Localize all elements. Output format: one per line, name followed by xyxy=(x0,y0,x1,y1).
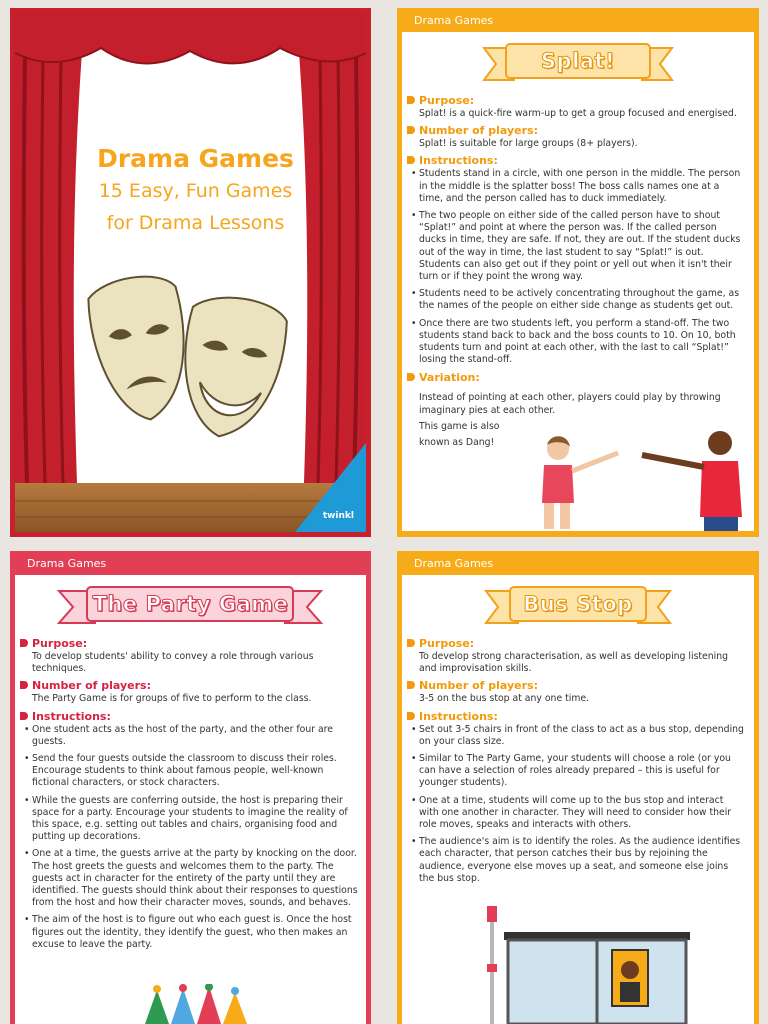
players-heading: Number of players: xyxy=(419,679,746,692)
cover-subtitle-line1: 15 Easy, Fun Games xyxy=(98,180,293,202)
instruction-item: • Once there are two students left, you perform a stand-off. The two students stand back to back and the boss counts to 10. On 10, both students turn and point at each other, with the last to call “Splat!” losing the stand-off. xyxy=(409,318,746,367)
title-banner xyxy=(402,40,754,86)
instructions-heading: Instructions: xyxy=(419,154,746,167)
cover-title-block xyxy=(65,143,326,239)
instruction-item: • One at a time, students will come up to the bus stop and interact with one another in character. They will need to consider how their role moves, speaks and interacts with others. xyxy=(409,795,746,832)
instructions-section xyxy=(409,154,746,366)
players-heading: Number of players: xyxy=(419,124,746,137)
purpose-heading: Purpose: xyxy=(419,637,746,650)
aka-line2: known as Dang! xyxy=(419,437,495,449)
instruction-item: • Set out 3-5 chairs in front of the class to act as a bus stop, depending on your class size. xyxy=(409,724,746,748)
happy-mask xyxy=(170,290,291,445)
card-body xyxy=(402,32,754,531)
purpose-section xyxy=(22,637,358,675)
instruction-item: • The audience's aim is to identify the roles. As the audience identifies each character, that person catches their bus by rejoining the audience, everyone else moves up a seat, and someone else joins the bus stop. xyxy=(409,836,746,885)
players-heading: Number of players: xyxy=(32,679,358,692)
players-section xyxy=(22,679,358,705)
instructions-heading: Instructions: xyxy=(32,710,358,723)
players-section xyxy=(409,124,746,150)
title-banner xyxy=(15,583,366,629)
card-header: Drama Games xyxy=(414,14,494,27)
card-content xyxy=(22,635,358,956)
purpose-heading: Purpose: xyxy=(32,637,358,650)
sad-mask xyxy=(85,272,195,426)
cover-subtitle-line2: for Drama Lessons xyxy=(106,212,285,234)
curtain-illustration xyxy=(15,13,366,532)
twinkl-logo: twinkl xyxy=(322,511,354,521)
instructions-heading: Instructions: xyxy=(419,710,746,723)
party-game-card xyxy=(10,551,371,1024)
bus-shelter-illustration xyxy=(482,904,722,1024)
card-body xyxy=(15,575,366,1024)
purpose-text: Splat! is a quick-fire warm-up to get a group focused and energised. xyxy=(419,108,737,119)
title-banner xyxy=(402,583,754,629)
instructions-list xyxy=(409,168,746,366)
card-title: The Party Game xyxy=(92,592,289,616)
purpose-heading: Purpose: xyxy=(419,94,746,107)
instruction-item: • Similar to The Party Game, your students will choose a role (or you can have a selection of roles already prepared – this is useful for younger students). xyxy=(409,753,746,790)
aka-line1: This game is also xyxy=(419,420,500,432)
party-hats-illustration xyxy=(143,984,253,1024)
instructions-section xyxy=(22,710,358,951)
splat-card xyxy=(397,8,759,537)
card-content xyxy=(409,635,746,890)
bus-stop-card xyxy=(397,551,759,1024)
cover-card xyxy=(10,8,371,537)
instructions-list xyxy=(22,724,358,951)
card-content xyxy=(409,92,746,453)
instruction-item: • The aim of the host is to figure out who each guest is. Once the host figures out the identity, they identify the guest, who then makes an excuse to leave the party. xyxy=(22,914,358,951)
purpose-section xyxy=(409,94,746,120)
variation-heading: Variation: xyxy=(419,371,746,384)
instruction-item: • The two people on either side of the called person have to shout “Splat!” and point at where the person was. If the called person ducks in time, they are safe. If not, they are out. If the student ducks out of the way in time, the last student to say “Splat!” is out. Students can also get out if they point or yell out when it isn't their turn or if they point the wrong way. xyxy=(409,210,746,283)
instructions-section xyxy=(409,710,746,885)
purpose-section xyxy=(409,637,746,675)
instruction-item: • Send the four guests outside the classroom to discuss their roles. Encourage students to think about famous people, well-known fictional characters, or stock characters. xyxy=(22,753,358,790)
players-text: Splat! is suitable for large groups (8+ players). xyxy=(419,138,638,150)
instruction-item: • One at a time, the guests arrive at the party by knocking on the door. The host greets the guests and welcomes them to the party. The guests act in character for the entirety of the party until they are identified. The guests should think about their responses to questions from the host and how their character moves, sounds, and behaves. xyxy=(22,848,358,909)
variation-text: Instead of pointing at each other, players could play by throwing imaginary pies at each other. xyxy=(419,392,721,416)
stage-illustration xyxy=(15,13,366,532)
instruction-item: • While the guests are conferring outside, the host is preparing their space for a party. Encourage your students to imagine the reality of this space, e.g. setting out tables and chairs, organising food and putting up decorations. xyxy=(22,795,358,844)
purpose-text: To develop students' ability to convey a role through various techniques. xyxy=(32,651,314,675)
players-text: 3-5 on the bus stop at any one time. xyxy=(419,693,590,705)
instruction-item: • Students need to be actively concentrating throughout the game, as the names of the people on either side change as students get out. xyxy=(409,288,746,312)
instructions-list xyxy=(409,724,746,885)
cover-title: Drama Games xyxy=(97,144,294,173)
card-title: Bus Stop xyxy=(523,592,633,616)
card-header: Drama Games xyxy=(27,557,107,570)
children-pointing-illustration xyxy=(522,431,759,531)
instruction-item: • One student acts as the host of the party, and the other four are guests. xyxy=(22,724,358,748)
players-section xyxy=(409,679,746,705)
players-text: The Party Game is for groups of five to perform to the class. xyxy=(32,693,312,705)
purpose-text: To develop strong characterisation, as well as developing listening and improvisation skills. xyxy=(419,651,729,675)
card-header: Drama Games xyxy=(414,557,494,570)
card-title: Splat! xyxy=(540,49,616,73)
card-body xyxy=(402,575,754,1024)
instruction-item: • Students stand in a circle, with one person in the middle. The person in the middle is the splatter boss! The boss calls names one at a time, and the person called has to duck immediately. xyxy=(409,168,746,205)
